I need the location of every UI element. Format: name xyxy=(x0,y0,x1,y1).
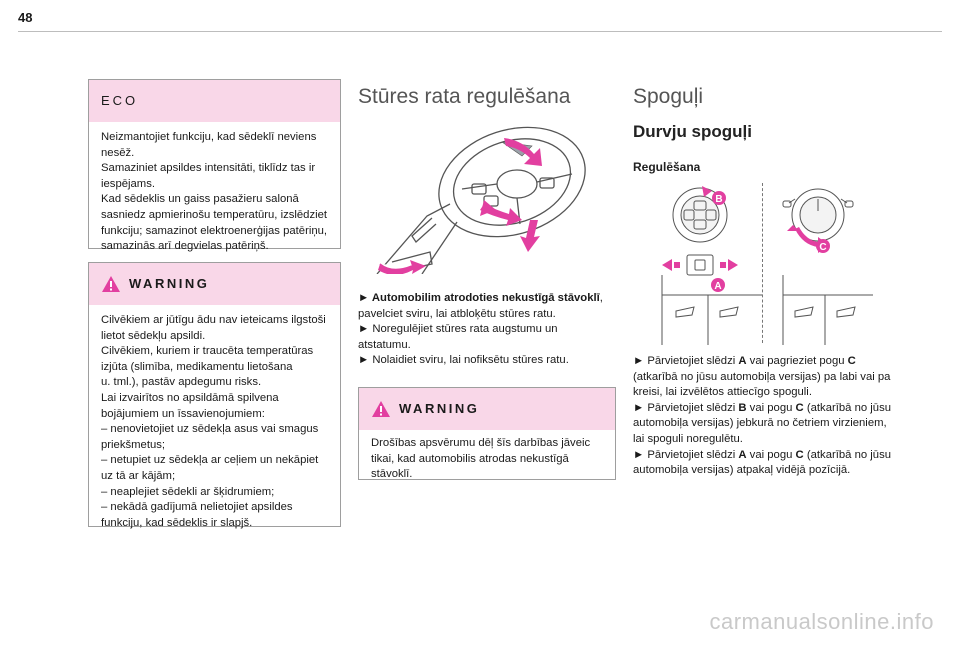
illustration-divider xyxy=(762,183,763,343)
step1-bold: ► Automobilim atrodoties nekustīgā stāvoklī xyxy=(358,292,600,304)
eco-line: Samaziniet apsildes intensitāti, tiklīdz tas ir xyxy=(101,162,316,175)
warning-line: lietot sēdekļu apsildi. xyxy=(101,329,206,342)
label-a: A xyxy=(714,281,722,292)
watermark: carmanualsonline.info xyxy=(709,609,934,634)
warning-box-seat-heating xyxy=(88,262,341,527)
mirror-switch-illustration xyxy=(652,185,762,345)
warning-triangle-icon xyxy=(371,400,391,418)
warning-line: – nenovietojiet uz sēdekļa asus vai smagus xyxy=(101,423,319,436)
eco-title: ECO xyxy=(89,80,340,122)
warning-triangle-icon xyxy=(101,275,121,293)
step2-text: ► Noregulējiet stūres rata augstumu un atstatumu. xyxy=(358,323,558,351)
mirror-step-1: ► Pārvietojiet slēdzi A vai pagrieziet pogu C (atkarībā no jūsu automobiļa versijas) pa labi vai pa kreisi, lai izvēlētos attiecīgo spoguli. xyxy=(633,355,891,399)
warning-line: tikai, kad automobilis atrodas nekustīgā xyxy=(371,452,569,465)
steering-wheel-illustration xyxy=(372,124,612,274)
warning-body xyxy=(89,305,340,539)
label-c: C xyxy=(819,242,827,253)
eco-box xyxy=(88,79,341,253)
mirror-knob-illustration xyxy=(773,185,873,345)
warning-line: stāvoklī. xyxy=(371,468,413,481)
eco-body xyxy=(89,122,340,263)
warning-header xyxy=(89,263,340,305)
warning-line: – nekādā gadījumā nelietojiet apsildes xyxy=(101,501,293,514)
eco-line: funkciju; samazinot elektroenerģijas patēriņu, xyxy=(101,224,328,237)
eco-line: nesēž. xyxy=(101,146,135,159)
eco-line: Kad sēdeklis un gaiss pasažieru salonā xyxy=(101,193,299,206)
mirror-instructions xyxy=(633,354,895,479)
header-rule xyxy=(18,31,942,32)
warning-line: Lai izvairītos no apsildāmā spilvena xyxy=(101,391,279,404)
warning-title: WARNING xyxy=(399,401,480,417)
warning-line: Drošības apsvērumu dēļ šīs darbības jāveic xyxy=(371,437,591,449)
mirrors-title: Spoguļi xyxy=(633,85,704,108)
warning-box-steering xyxy=(358,387,616,480)
warning-line: Cilvēkiem, kuriem ir traucēta temperatūras xyxy=(101,345,314,358)
warning-line: funkciju, kad sēdeklis ir slapjš. xyxy=(101,516,253,529)
step3-text: ► Nolaidiet sviru, lai nofiksētu stūres ratu. xyxy=(358,354,569,367)
label-b: B xyxy=(715,194,723,205)
warning-line: u. tml.), pastāv apdegumu risks. xyxy=(101,376,262,389)
warning-line: izjūta (slimība, medikamentu lietošana xyxy=(101,360,293,373)
warning-line: bojājumiem un īssavienojumiem: xyxy=(101,407,265,420)
warning-body xyxy=(359,430,615,491)
warning-title: WARNING xyxy=(129,276,210,292)
mirror-step-2: ► Pārvietojiet slēdzi B vai pogu C (atkarībā no jūsu automobiļa versijas) jebkurā no četriem virzieniem, lai spoguli noregulētu. xyxy=(633,401,892,445)
page-number: 48 xyxy=(18,10,33,25)
eco-line: iespējams. xyxy=(101,177,155,190)
mirror-step-3: ► Pārvietojiet slēdzi A vai pogu C (atkarībā no jūsu automobiļa versijas) atpakaļ vidējā pozīcijā. xyxy=(633,448,892,477)
warning-line: Cilvēkiem ar jūtīgu ādu nav ieteicams ilgstoši xyxy=(101,314,326,326)
door-mirrors-subtitle: Durvju spoguļi xyxy=(633,122,752,141)
warning-line: – neaplejiet sēdekli ar šķidrumiem; xyxy=(101,485,275,498)
eco-line: Neizmantojiet funkciju, kad sēdeklī neviens xyxy=(101,131,317,143)
warning-line: priekšmetus; xyxy=(101,438,166,451)
warning-line: uz tā ar kājām; xyxy=(101,469,176,482)
warning-header xyxy=(359,388,615,430)
steering-title: Stūres rata regulēšana xyxy=(358,85,571,108)
step1-text: , pavelciet sviru, lai atbloķētu stūres ratu. xyxy=(358,292,603,320)
warning-line: – netupiet uz sēdekļa ar ceļiem un nekāpiet xyxy=(101,454,319,467)
eco-line: sasniedz apmierinošu temperatūru, izslēdziet xyxy=(101,208,328,221)
adjustment-heading: Regulēšana xyxy=(633,160,701,174)
eco-line: samazinās arī degvielas patēriņš. xyxy=(101,240,269,253)
steering-instructions xyxy=(358,291,610,369)
